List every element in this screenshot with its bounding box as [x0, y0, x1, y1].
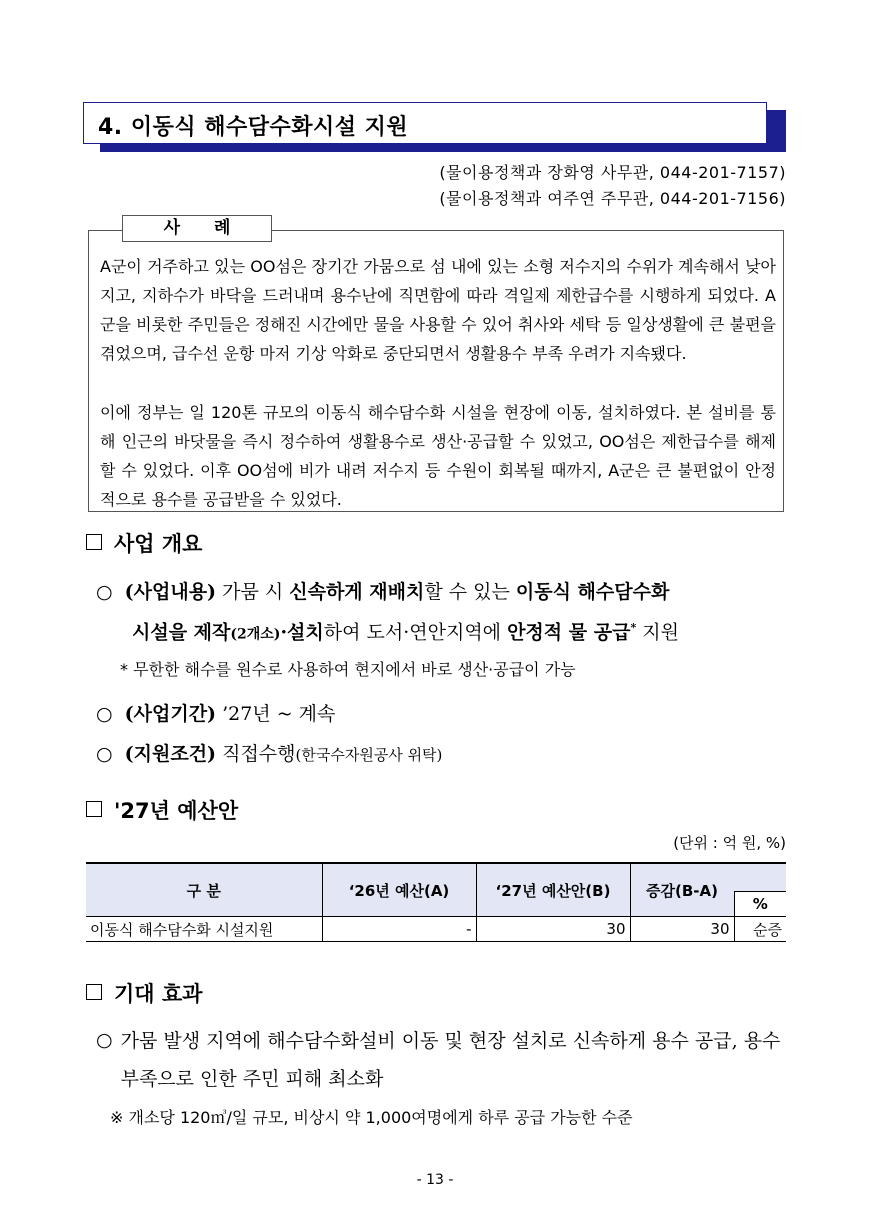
page-number: - 13 -	[416, 1172, 454, 1188]
footnote-mark: *	[630, 621, 637, 634]
contact-line-1: (물이용정책과 장화영 사무관, 044-201-7157)	[439, 163, 786, 182]
content-bold-1: 신속하게 재배치	[289, 581, 425, 603]
budget-heading: '27년 예산안	[86, 795, 238, 825]
section-title: 4. 이동식 해수담수화시설 지원	[98, 115, 409, 140]
content-text-4: 지원	[636, 621, 679, 644]
content-text-2: 할 수 있는	[424, 581, 516, 603]
content-bold-4: ·설치	[280, 621, 324, 644]
row-diff: 30	[630, 917, 734, 942]
effect-text: 가뭄 발생 지역에 해수담수화설비 이동 및 현장 설치로 신속하게 용수 공급, 용수 부족으로 인한 주민 피해 최소화	[120, 1030, 781, 1090]
checkbox-square-icon	[86, 984, 102, 1000]
content-text-1: 가뭄 시	[216, 581, 290, 603]
row-2027: 30	[476, 917, 630, 942]
row-pct: 순증	[734, 917, 786, 942]
checkbox-square-icon	[86, 534, 102, 550]
contact-line-2: (물이용정책과 여주연 주무관, 044-201-7156)	[439, 189, 786, 208]
header-category: 구 분	[86, 863, 322, 917]
case-paragraph-1: A군이 거주하고 있는 OO섬은 장기간 가뭄으로 섬 내에 있는 소형 저수지의 수위가 계속해서 낮아지고, 지하수가 바닥을 드러내며 용수난에 직면함에 따라 격일제 제한급수를 시행하게 되었다. A군을 비롯한 주민들은 정해진 시간에만 물을 사용할 수 있어 취사와 세탁 등 일상생활에 큰 불편을 겪었으며, 급수선 운항 마저 기상 악화로 중단되면서 생활용수 부족 우려가 지속됐다.	[100, 257, 776, 363]
section-title-box	[83, 102, 767, 144]
circle-bullet-icon: ○	[96, 581, 113, 603]
content-bold-5: 안정적 물 공급	[507, 621, 631, 644]
content-label: (사업내용)	[124, 581, 217, 603]
content-text-3: 하여 도서·연안지역에	[323, 621, 508, 644]
checkbox-square-icon	[86, 801, 102, 817]
circle-bullet-icon: ○	[96, 1029, 113, 1051]
row-2026: -	[322, 917, 476, 942]
overview-content-item	[96, 574, 788, 610]
effect-item	[96, 1022, 788, 1098]
condition-note: (한국수자원공사 위탁)	[295, 746, 443, 764]
case-paragraph-2: 이에 정부는 일 120톤 규모의 이동식 해수담수화 시설을 현장에 이동, 설치하였다. 본 설비를 통해 인근의 바닷물을 즉시 정수하여 생활용수로 생산·공급할 수 있었고, OO섬은 제한급수를 해제할 수 있었다. 이후 OO섬에 비가 내려 저수지 등 수원이 회복될 때까지, A군은 큰 불편없이 안정적으로 용수를 공급받을 수 있었다.	[100, 403, 776, 509]
header-2026: ‘26년 예산(A)	[322, 863, 476, 917]
circle-bullet-icon: ○	[96, 743, 113, 765]
effect-note: ※ 개소당 120㎥/일 규모, 비상시 약 1,000여명에게 하루 공급 가능한 수준	[110, 1108, 633, 1127]
header-2027: ‘27년 예산안(B)	[476, 863, 630, 917]
row-name: 이동식 해수담수화 시설지원	[86, 917, 322, 942]
header-diff: 증감(B-A)	[630, 863, 734, 917]
overview-period-item	[96, 696, 335, 732]
condition-value: 직접수행	[216, 743, 296, 765]
overview-content-line-2	[132, 610, 792, 652]
budget-table	[86, 862, 786, 942]
period-label: (사업기간)	[124, 703, 217, 725]
overview-heading: 사업 개요	[86, 528, 202, 558]
period-value: ’27년 ~ 계속	[216, 703, 336, 725]
overview-condition-item	[96, 736, 442, 773]
circle-bullet-icon: ○	[96, 703, 113, 725]
budget-unit: (단위 : 억 원, %)	[673, 834, 786, 852]
content-bold-3: 시설을 제작	[132, 621, 231, 644]
content-count: (2개소)	[230, 626, 281, 643]
content-bold-2: 이동식 해수담수화	[515, 581, 670, 603]
effect-heading: 기대 효과	[86, 978, 202, 1008]
case-label: 사 례	[122, 215, 272, 242]
overview-note: * 무한한 해수를 원수로 사용하여 현지에서 바로 생산·공급이 가능	[120, 660, 576, 679]
header-pct: %	[734, 891, 786, 916]
budget-table-wrap	[86, 862, 786, 942]
header-blank	[734, 863, 786, 891]
condition-label: (지원조건)	[124, 743, 217, 765]
